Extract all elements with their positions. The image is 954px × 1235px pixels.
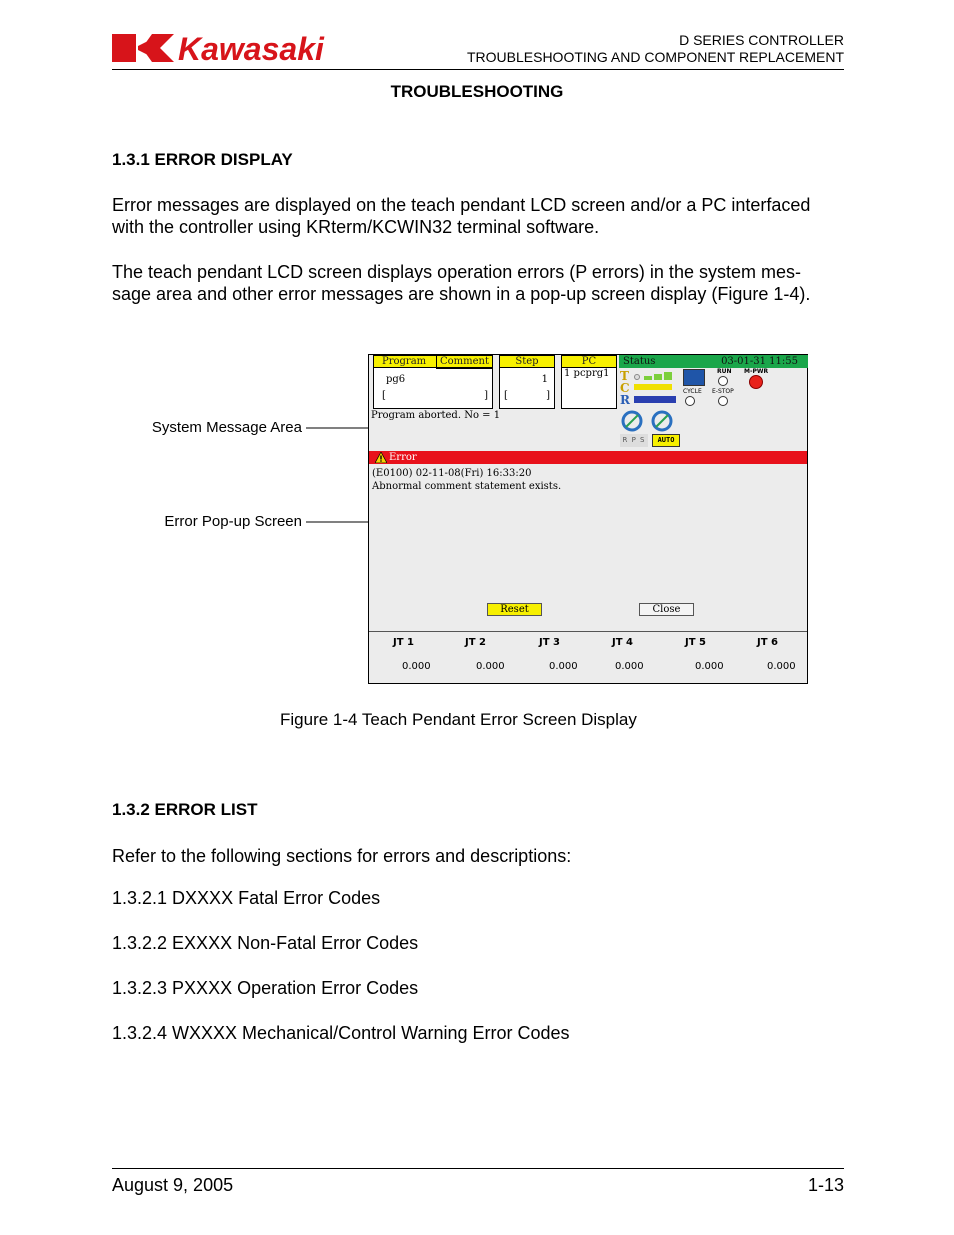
error-list-intro: Refer to the following sections for errors and descriptions:: [112, 846, 572, 866]
header-series: D SERIES CONTROLLER: [679, 32, 844, 48]
run-label: RUN: [717, 368, 732, 375]
joint-2-value: 0.000: [476, 661, 505, 672]
program-header: [374, 356, 492, 368]
figure-caption: Figure 1-4 Teach Pendant Error Screen Display: [280, 710, 637, 729]
status-label: Status: [623, 356, 656, 367]
status-lamp: [634, 374, 640, 380]
program-value: pg6: [386, 374, 406, 385]
paragraph-2-line-1: The teach pendant LCD screen displays operation errors (P errors) in the system mes-: [112, 262, 801, 282]
teach-pendant-screen: [368, 354, 808, 684]
program-label: Program: [382, 356, 427, 367]
close-button[interactable]: Close: [639, 603, 694, 616]
step-value: 1: [541, 374, 548, 385]
step-label: Step: [500, 356, 554, 368]
level-bar-1: [644, 376, 652, 380]
joint-1-value: 0.000: [402, 661, 431, 672]
paragraph-1: [112, 194, 844, 238]
estop-label: E-STOP: [712, 388, 734, 395]
error-code-line: (E0100) 02-11-08(Fri) 16:33:20: [372, 468, 532, 479]
joint-divider: [369, 631, 807, 632]
error-title-bar: [369, 451, 807, 464]
joint-3-label: JT 3: [539, 637, 560, 648]
page-number: 1-13: [807, 1175, 844, 1195]
header-rule: [112, 69, 844, 70]
joint-4-value: 0.000: [615, 661, 644, 672]
step-bracket-open: [: [504, 390, 508, 401]
comment-label: Comment: [436, 356, 493, 369]
error-description: Abnormal comment statement exists.: [372, 481, 562, 492]
header-subtitle: TROUBLESHOOTING AND COMPONENT REPLACEMENT: [466, 49, 844, 65]
list-item-fatal: 1.3.2.1 DXXXX Fatal Error Codes: [112, 888, 381, 908]
estop-button[interactable]: [718, 396, 728, 406]
program-box[interactable]: [373, 355, 493, 409]
paragraph-2: [112, 261, 844, 305]
motor-power-lamp[interactable]: [749, 375, 763, 389]
status-header: [619, 355, 808, 368]
program-bracket-open: [: [382, 390, 386, 401]
paragraph-1-line-2: with the controller using KRterm/KCWIN32 terminal software.: [112, 217, 600, 237]
tcr-letters: T C R: [620, 369, 630, 407]
step-box[interactable]: [499, 355, 555, 409]
joint-4-label: JT 4: [612, 637, 633, 648]
run-button[interactable]: [718, 376, 728, 386]
joint-6-label: JT 6: [757, 637, 778, 648]
footer-rule: [112, 1168, 844, 1169]
blue-bar: [634, 396, 676, 403]
system-message: Program aborted. No = 1: [371, 410, 501, 421]
mpwr-label: M-PWR: [744, 368, 769, 375]
cycle-label: CYCLE: [683, 388, 702, 395]
paragraph-1-line-1: Error messages are displayed on the teach pendant LCD screen and/or a PC interfaced: [112, 195, 811, 215]
teach-mode-icon[interactable]: [683, 369, 705, 386]
heading-error-display: 1.3.1 ERROR DISPLAY: [112, 150, 293, 169]
joint-3-value: 0.000: [549, 661, 578, 672]
pc-label: PC: [562, 356, 616, 368]
section-title: TROUBLESHOOTING: [390, 82, 564, 101]
callout-system-message: System Message Area: [151, 419, 302, 436]
program-bracket-close: ]: [484, 390, 488, 401]
status-datetime: 03-01-31 11:55: [721, 356, 798, 367]
warning-icon: [375, 452, 387, 463]
footer-date: August 9, 2005: [112, 1175, 234, 1195]
pc-box[interactable]: [561, 355, 617, 409]
error-title: Error: [389, 452, 417, 463]
list-item-non-fatal: 1.3.2.2 EXXXX Non-Fatal Error Codes: [112, 933, 419, 953]
level-bar-3: [664, 372, 672, 380]
joint-2-label: JT 2: [465, 637, 486, 648]
link-icons: [620, 410, 680, 432]
link-icon-2-stroke: [656, 415, 668, 427]
joint-5-label: JT 5: [685, 637, 706, 648]
paragraph-2-line-2: sage area and other error messages are shown in a pop-up screen display (Figure 1-4).: [112, 284, 811, 304]
heading-error-list: 1.3.2 ERROR LIST: [112, 800, 258, 819]
level-bar-2: [654, 374, 662, 380]
joint-1-label: JT 1: [393, 637, 414, 648]
reset-button[interactable]: Reset: [487, 603, 542, 616]
cycle-button[interactable]: [685, 396, 695, 406]
joint-6-value: 0.000: [767, 661, 796, 672]
tcr-indicator: [620, 370, 680, 408]
kawasaki-logo: [112, 31, 390, 65]
auto-indicator[interactable]: AUTO: [652, 434, 680, 447]
list-item-warning: 1.3.2.4 WXXXX Mechanical/Control Warning Error Codes: [112, 1023, 570, 1043]
step-bracket-close: ]: [546, 390, 550, 401]
rps-indicator[interactable]: R P S: [620, 434, 648, 447]
pc-value: 1 pcprg1: [564, 368, 610, 379]
callout-error-popup: Error Pop-up Screen: [164, 513, 302, 530]
yellow-bar: [634, 384, 672, 390]
link-icon-1-stroke: [626, 415, 638, 427]
joint-5-value: 0.000: [695, 661, 724, 672]
brand-wordmark: Kawasaki: [178, 31, 324, 65]
list-item-operation: 1.3.2.3 PXXXX Operation Error Codes: [112, 978, 419, 998]
